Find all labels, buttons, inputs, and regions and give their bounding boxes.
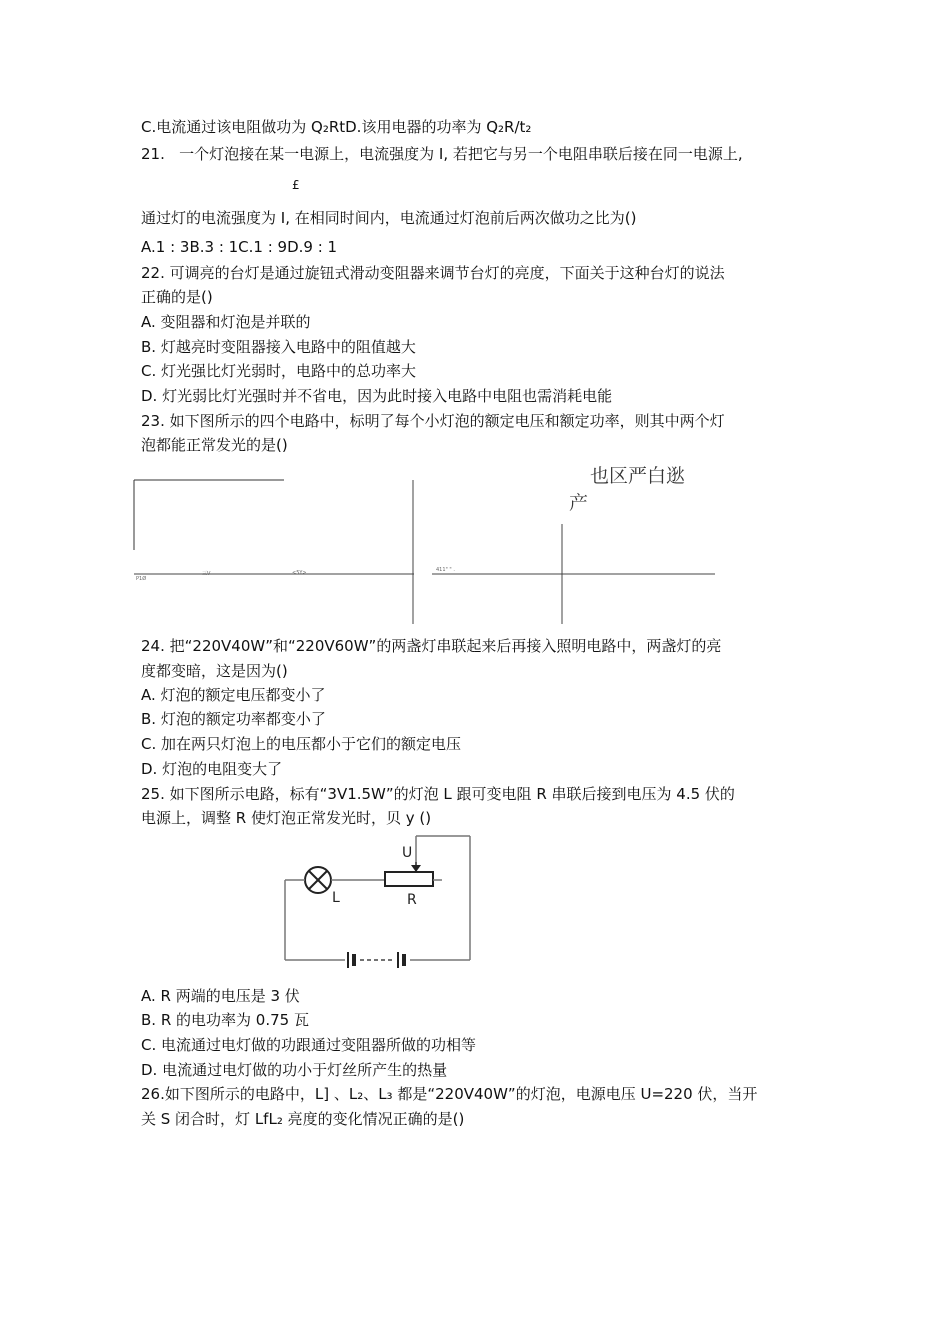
question-24-option-b: B. 灯泡的额定功率都变小了 (141, 710, 326, 728)
question-25-option-a: A. R 两端的电压是 3 伏 (141, 987, 300, 1005)
stray-symbol: £ (292, 178, 300, 192)
question-25-option-c: C. 电流通过电灯做的功跟通过变阻器所做的功相等 (141, 1036, 477, 1054)
question-22-line-1: 22. 可调亮的台灯是通过旋钮式滑动变阻器来调节台灯的亮度，下面关于这种台灯的说法 (141, 264, 725, 282)
question-25-option-b: B. R 的电功率为 0.75 瓦 (141, 1011, 309, 1029)
figure-garbled-text-1: 也区严白逖 (590, 465, 686, 487)
question-26-line-1: 26.如下图所示的电路中，L] 、L₂、L₃ 都是“220V40W”的灯泡，电源电压 U=220 伏，当开 (141, 1085, 758, 1103)
figure-tiny-label-3: <5Y> (292, 570, 307, 576)
question-24-option-c: C. 加在两只灯泡上的电压都小于它们的额定电压 (141, 735, 462, 753)
question-22-option-d: D. 灯光弱比灯光强时并不省电，因为此时接入电路中电阻也需消耗电能 (141, 387, 613, 405)
question-21-line-1: 21. 一个灯泡接在某一电源上，电流强度为 I, 若把它与另一个电阻串联后接在同一电源上, (141, 145, 743, 163)
question-23-line-1: 23. 如下图所示的四个电路中，标明了每个小灯泡的额定电压和额定功率，则其中两个灯 (141, 412, 725, 430)
question-24-line-1: 24. 把“220V40W”和“220V60W”的两盏灯串联起来后再接入照明电路中，两盏灯的亮 (141, 637, 722, 655)
question-24-option-d: D. 灯泡的电阻变大了 (141, 760, 283, 778)
question-25-line-1: 25. 如下图所示电路，标有“3V1.5W”的灯泡 L 跟可变电阻 R 串联后接到电压为 4.5 伏的 (141, 785, 735, 803)
question-22-line-2: 正确的是() (141, 288, 213, 306)
question-25-circuit-figure (270, 832, 480, 980)
question-22-option-a: A. 变阻器和灯泡是并联的 (141, 313, 311, 331)
figure-tiny-label-1: P1Ø (136, 576, 147, 582)
figure-tiny-label-4: 411" " . (436, 567, 455, 573)
question-26-line-2: 关 S 闭合时，灯 LfL₂ 亮度的变化情况正确的是() (141, 1110, 465, 1128)
question-21-options: A.1 : 3B.3 : 1C.1 : 9D.9 : 1 (141, 238, 338, 256)
question-21-line-2: 通过灯的电流强度为 I, 在相同时间内，电流通过灯泡前后两次做功之比为() (141, 209, 637, 227)
question-24-line-2: 度都变暗，这是因为() (141, 662, 288, 680)
label-u: U (402, 845, 413, 861)
label-r: R (407, 892, 417, 908)
figure-garbled-text-2: 产 (569, 492, 589, 514)
option-line-cd: C.电流通过该电阻做功为 Q₂RtD.该用电器的功率为 Q₂R/t₂ (141, 118, 532, 136)
question-24-option-a: A. 灯泡的额定电压都变小了 (141, 686, 326, 704)
question-22-option-b: B. 灯越亮时变阻器接入电路中的阻值越大 (141, 338, 416, 356)
question-23-line-2: 泡都能正常发光的是() (141, 436, 288, 454)
question-25-line-2: 电源上，调整 R 使灯泡正常发光时，贝 y () (141, 809, 432, 827)
question-22-option-c: C. 灯光强比灯光弱时，电路中的总功率大 (141, 362, 417, 380)
label-l: L (332, 890, 340, 906)
figure-tiny-label-2: 三V (202, 571, 211, 577)
question-23-circuit-figure (130, 464, 730, 632)
question-25-option-d: D. 电流通过电灯做的功小于灯丝所产生的热量 (141, 1061, 448, 1079)
resistor-icon (385, 872, 433, 886)
